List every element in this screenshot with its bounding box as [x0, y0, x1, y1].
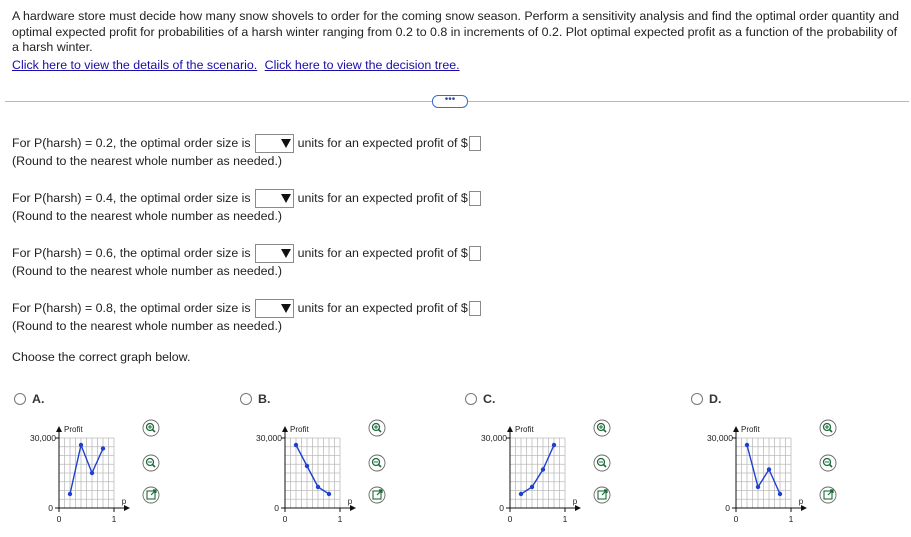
y-tick-label: 30,000 — [481, 433, 507, 443]
graph-svg — [240, 411, 440, 526]
option-label: D. — [709, 392, 722, 406]
expected-profit-input[interactable] — [469, 136, 481, 151]
data-point — [541, 467, 545, 471]
question-lead: For P(harsh) = 0.4, the optimal order size is — [12, 191, 251, 205]
expand-more-button[interactable]: ••• — [432, 95, 468, 108]
x-axis-label: p — [121, 497, 127, 506]
option-label: B. — [258, 392, 271, 406]
option-a-radio[interactable] — [14, 393, 26, 405]
rounding-note: (Round to the nearest whole number as needed.) — [12, 154, 283, 168]
option-c — [465, 393, 665, 533]
decision-tree-link[interactable]: Click here to view the decision tree. — [264, 57, 460, 72]
question-1 — [12, 132, 481, 169]
data-point — [305, 464, 309, 468]
option-c-radio[interactable] — [465, 393, 477, 405]
zoom-out-icon[interactable] — [594, 455, 610, 471]
order-size-dropdown[interactable] — [255, 299, 294, 318]
question-3 — [12, 242, 481, 279]
x-one-label: 1 — [562, 514, 568, 524]
x-zero-label: 0 — [507, 514, 513, 524]
y-axis-label: Profit — [290, 425, 309, 434]
y-axis-label: Profit — [741, 425, 760, 434]
graph-svg — [691, 411, 891, 526]
data-point — [101, 446, 105, 450]
y-axis-arrow — [507, 426, 513, 432]
y-zero-label: 0 — [48, 503, 53, 513]
y-zero-label: 0 — [725, 503, 730, 513]
dropdown-arrow-icon — [281, 194, 291, 203]
question-2 — [12, 187, 481, 224]
data-point — [767, 467, 771, 471]
option-d — [691, 393, 891, 533]
question-lead: For P(harsh) = 0.6, the optimal order size is — [12, 246, 251, 260]
open-new-window-icon[interactable] — [820, 487, 836, 503]
option-b — [240, 393, 440, 533]
question-4 — [12, 297, 481, 334]
dropdown-arrow-icon — [281, 139, 291, 148]
x-zero-label: 0 — [282, 514, 288, 524]
option-b-graph — [240, 411, 440, 531]
zoom-out-icon[interactable] — [143, 455, 159, 471]
y-tick-label: 30,000 — [256, 433, 282, 443]
data-point — [294, 443, 298, 447]
problem-text: A hardware store must decide how many snow shovels to order for the coming snow season. Perform a sensitivity analysis and find the optimal order quantity and optimal expected profit for probabilities of a harsh winter ranging from 0.2 to 0.8 in increments of 0.2. Plot optimal expected profit as a function of the probability of a harsh winter. — [12, 9, 900, 54]
y-tick-label: 30,000 — [30, 433, 56, 443]
data-point — [519, 492, 523, 496]
graph-svg — [465, 411, 665, 526]
rounding-note: (Round to the nearest whole number as needed.) — [12, 209, 283, 223]
zoom-in-icon[interactable] — [143, 420, 159, 436]
data-point — [552, 443, 556, 447]
open-new-window-icon[interactable] — [594, 487, 610, 503]
graph-svg — [14, 411, 214, 526]
data-point — [745, 443, 749, 447]
x-one-label: 1 — [111, 514, 117, 524]
y-zero-label: 0 — [274, 503, 279, 513]
dropdown-arrow-icon — [281, 304, 291, 313]
open-new-window-icon[interactable] — [369, 487, 385, 503]
rounding-note: (Round to the nearest whole number as needed.) — [12, 319, 283, 333]
x-zero-label: 0 — [56, 514, 62, 524]
question-mid: units for an expected profit of $ — [297, 191, 468, 205]
x-axis-label: p — [347, 497, 353, 506]
expected-profit-input[interactable] — [469, 191, 481, 206]
rounding-note: (Round to the nearest whole number as needed.) — [12, 264, 283, 278]
option-c-graph — [465, 411, 665, 531]
question-lead: For P(harsh) = 0.2, the optimal order size is — [12, 136, 251, 150]
data-point — [756, 485, 760, 489]
order-size-dropdown[interactable] — [255, 134, 294, 153]
data-point — [316, 485, 320, 489]
y-axis-label: Profit — [64, 425, 83, 434]
x-axis-label: p — [572, 497, 578, 506]
question-mid: units for an expected profit of $ — [297, 301, 468, 315]
x-one-label: 1 — [788, 514, 794, 524]
option-label: C. — [483, 392, 496, 406]
scenario-link[interactable]: Click here to view the details of the scenario. — [12, 57, 258, 72]
question-mid: units for an expected profit of $ — [297, 136, 468, 150]
data-point — [68, 492, 72, 496]
links-row — [12, 58, 907, 74]
data-point — [530, 485, 534, 489]
x-zero-label: 0 — [733, 514, 739, 524]
zoom-out-icon[interactable] — [820, 455, 836, 471]
option-b-radio[interactable] — [240, 393, 252, 405]
option-a-graph — [14, 411, 214, 531]
zoom-in-icon[interactable] — [594, 420, 610, 436]
data-point — [90, 471, 94, 475]
question-mid: units for an expected profit of $ — [297, 246, 468, 260]
y-axis-arrow — [56, 426, 62, 432]
expected-profit-input[interactable] — [469, 301, 481, 316]
option-a — [14, 393, 214, 533]
choose-instruction: Choose the correct graph below. — [12, 350, 191, 364]
data-point — [778, 492, 782, 496]
x-axis-label: p — [798, 497, 804, 506]
problem-statement — [12, 9, 907, 73]
option-label: A. — [32, 392, 45, 406]
expected-profit-input[interactable] — [469, 246, 481, 261]
data-point — [327, 492, 331, 496]
y-zero-label: 0 — [499, 503, 504, 513]
order-size-dropdown[interactable] — [255, 189, 294, 208]
zoom-in-icon[interactable] — [820, 420, 836, 436]
y-axis-label: Profit — [515, 425, 534, 434]
option-d-radio[interactable] — [691, 393, 703, 405]
y-tick-label: 30,000 — [707, 433, 733, 443]
zoom-in-icon[interactable] — [369, 420, 385, 436]
dropdown-arrow-icon — [281, 249, 291, 258]
zoom-out-icon[interactable] — [369, 455, 385, 471]
question-lead: For P(harsh) = 0.8, the optimal order size is — [12, 301, 251, 315]
y-axis-arrow — [733, 426, 739, 432]
option-d-graph — [691, 411, 891, 531]
open-new-window-icon[interactable] — [143, 487, 159, 503]
x-one-label: 1 — [337, 514, 343, 524]
order-size-dropdown[interactable] — [255, 244, 294, 263]
data-point — [79, 443, 83, 447]
y-axis-arrow — [282, 426, 288, 432]
